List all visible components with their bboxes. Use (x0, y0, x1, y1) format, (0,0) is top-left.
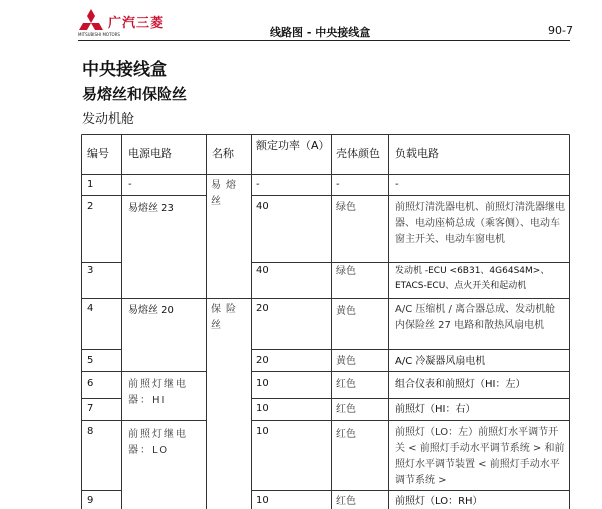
row-4-color: 黄色 (336, 306, 356, 317)
row-4-rating: 20 (256, 303, 269, 314)
row-9-color: 红色 (336, 496, 356, 507)
row-3-rating: 40 (256, 265, 269, 276)
row-6-load: 组合仪表和前照灯（HI：左） (395, 379, 526, 390)
col-header-color: 壳体颜色 (336, 147, 380, 160)
row-4-load: A/C 压缩机 / 离合器总成、发动机舱内保险丝 27 电路和散热风扇电机 (395, 304, 556, 331)
row-1-color: - (336, 179, 340, 190)
source-fuse-link-20: 易熔丝 20 (128, 305, 174, 316)
header-title: 线路图 - 中央接线盒 (270, 26, 371, 39)
source-headlamp-relay-lo: 前照灯继电器：LO (128, 429, 188, 456)
section-title: 易熔丝和保险丝 (82, 85, 188, 103)
row-6-rating: 10 (256, 378, 269, 389)
row-7-rating: 10 (256, 403, 269, 414)
row-5-color: 黄色 (336, 356, 356, 367)
row-7-load: 前照灯（HI：右） (395, 404, 476, 415)
page-title: 中央接线盒 (82, 60, 167, 80)
row-2-rating: 40 (256, 201, 269, 212)
row-1-source: - (128, 179, 132, 190)
row-6-no: 6 (87, 378, 94, 389)
row-4-no: 4 (87, 303, 94, 314)
source-fuse-link-23: 易熔丝 23 (128, 203, 174, 214)
col-header-no: 编号 (87, 147, 109, 160)
row-2-no: 2 (87, 201, 94, 212)
row-1-rating: - (256, 179, 260, 190)
header-rule (78, 40, 570, 41)
row-5-no: 5 (87, 355, 94, 366)
row-3-no: 3 (87, 265, 94, 276)
row-3-color: 绿色 (336, 266, 356, 277)
col-header-rating: 额定功率（A） (256, 139, 330, 152)
row-8-no: 8 (87, 426, 94, 437)
row-1-no: 1 (87, 179, 94, 190)
col-header-source: 电源电路 (128, 147, 172, 160)
fuse-table (81, 134, 570, 509)
row-3-load-line-1: 发动机 -ECU <6B31、4G64S4M>、 (395, 266, 550, 276)
col-header-name: 名称 (212, 147, 234, 160)
row-6-color: 红色 (336, 379, 356, 390)
page-number: 90-7 (548, 24, 573, 37)
row-5-load: A/C 冷凝器风扇电机 (395, 356, 486, 367)
row-9-no: 9 (87, 495, 94, 506)
row-8-rating: 10 (256, 426, 269, 437)
subsection-title: 发动机舱 (82, 112, 135, 127)
row-2-load: 前照灯清洗器电机、前照灯清洗器继电器、电动座椅总成（乘客侧）、电动车窗主开关、电动车窗电机 (395, 202, 565, 245)
row-7-color: 红色 (336, 404, 356, 415)
brand-name: 广汽三菱 (108, 16, 165, 31)
row-2-color: 绿色 (336, 202, 356, 213)
row-1-load: - (395, 179, 399, 190)
col-header-load: 负载电路 (395, 147, 439, 160)
row-8-color: 红色 (336, 429, 356, 440)
name-fuse-link: 易熔丝 (211, 180, 241, 207)
source-headlamp-relay-hi: 前照灯继电器：HI (128, 379, 188, 406)
row-7-no: 7 (87, 403, 94, 414)
row-3-load-line-2: ETACS-ECU、点火开关和起动机 (395, 281, 527, 291)
name-fuse: 保险丝 (211, 304, 241, 331)
row-9-rating: 10 (256, 495, 269, 506)
row-3-load (395, 264, 567, 294)
row-5-rating: 20 (256, 355, 269, 366)
logo-text: MITSUBISHI MOTORS (78, 32, 120, 37)
row-8-load: 前照灯（LO：左）前照灯水平调节开关 < 前照灯手动水平调节系统 > 和前照灯水平调节装置 < 前照灯手动水平调节系统 > (395, 427, 565, 486)
row-9-load: 前照灯（LO：RH） (395, 496, 483, 507)
